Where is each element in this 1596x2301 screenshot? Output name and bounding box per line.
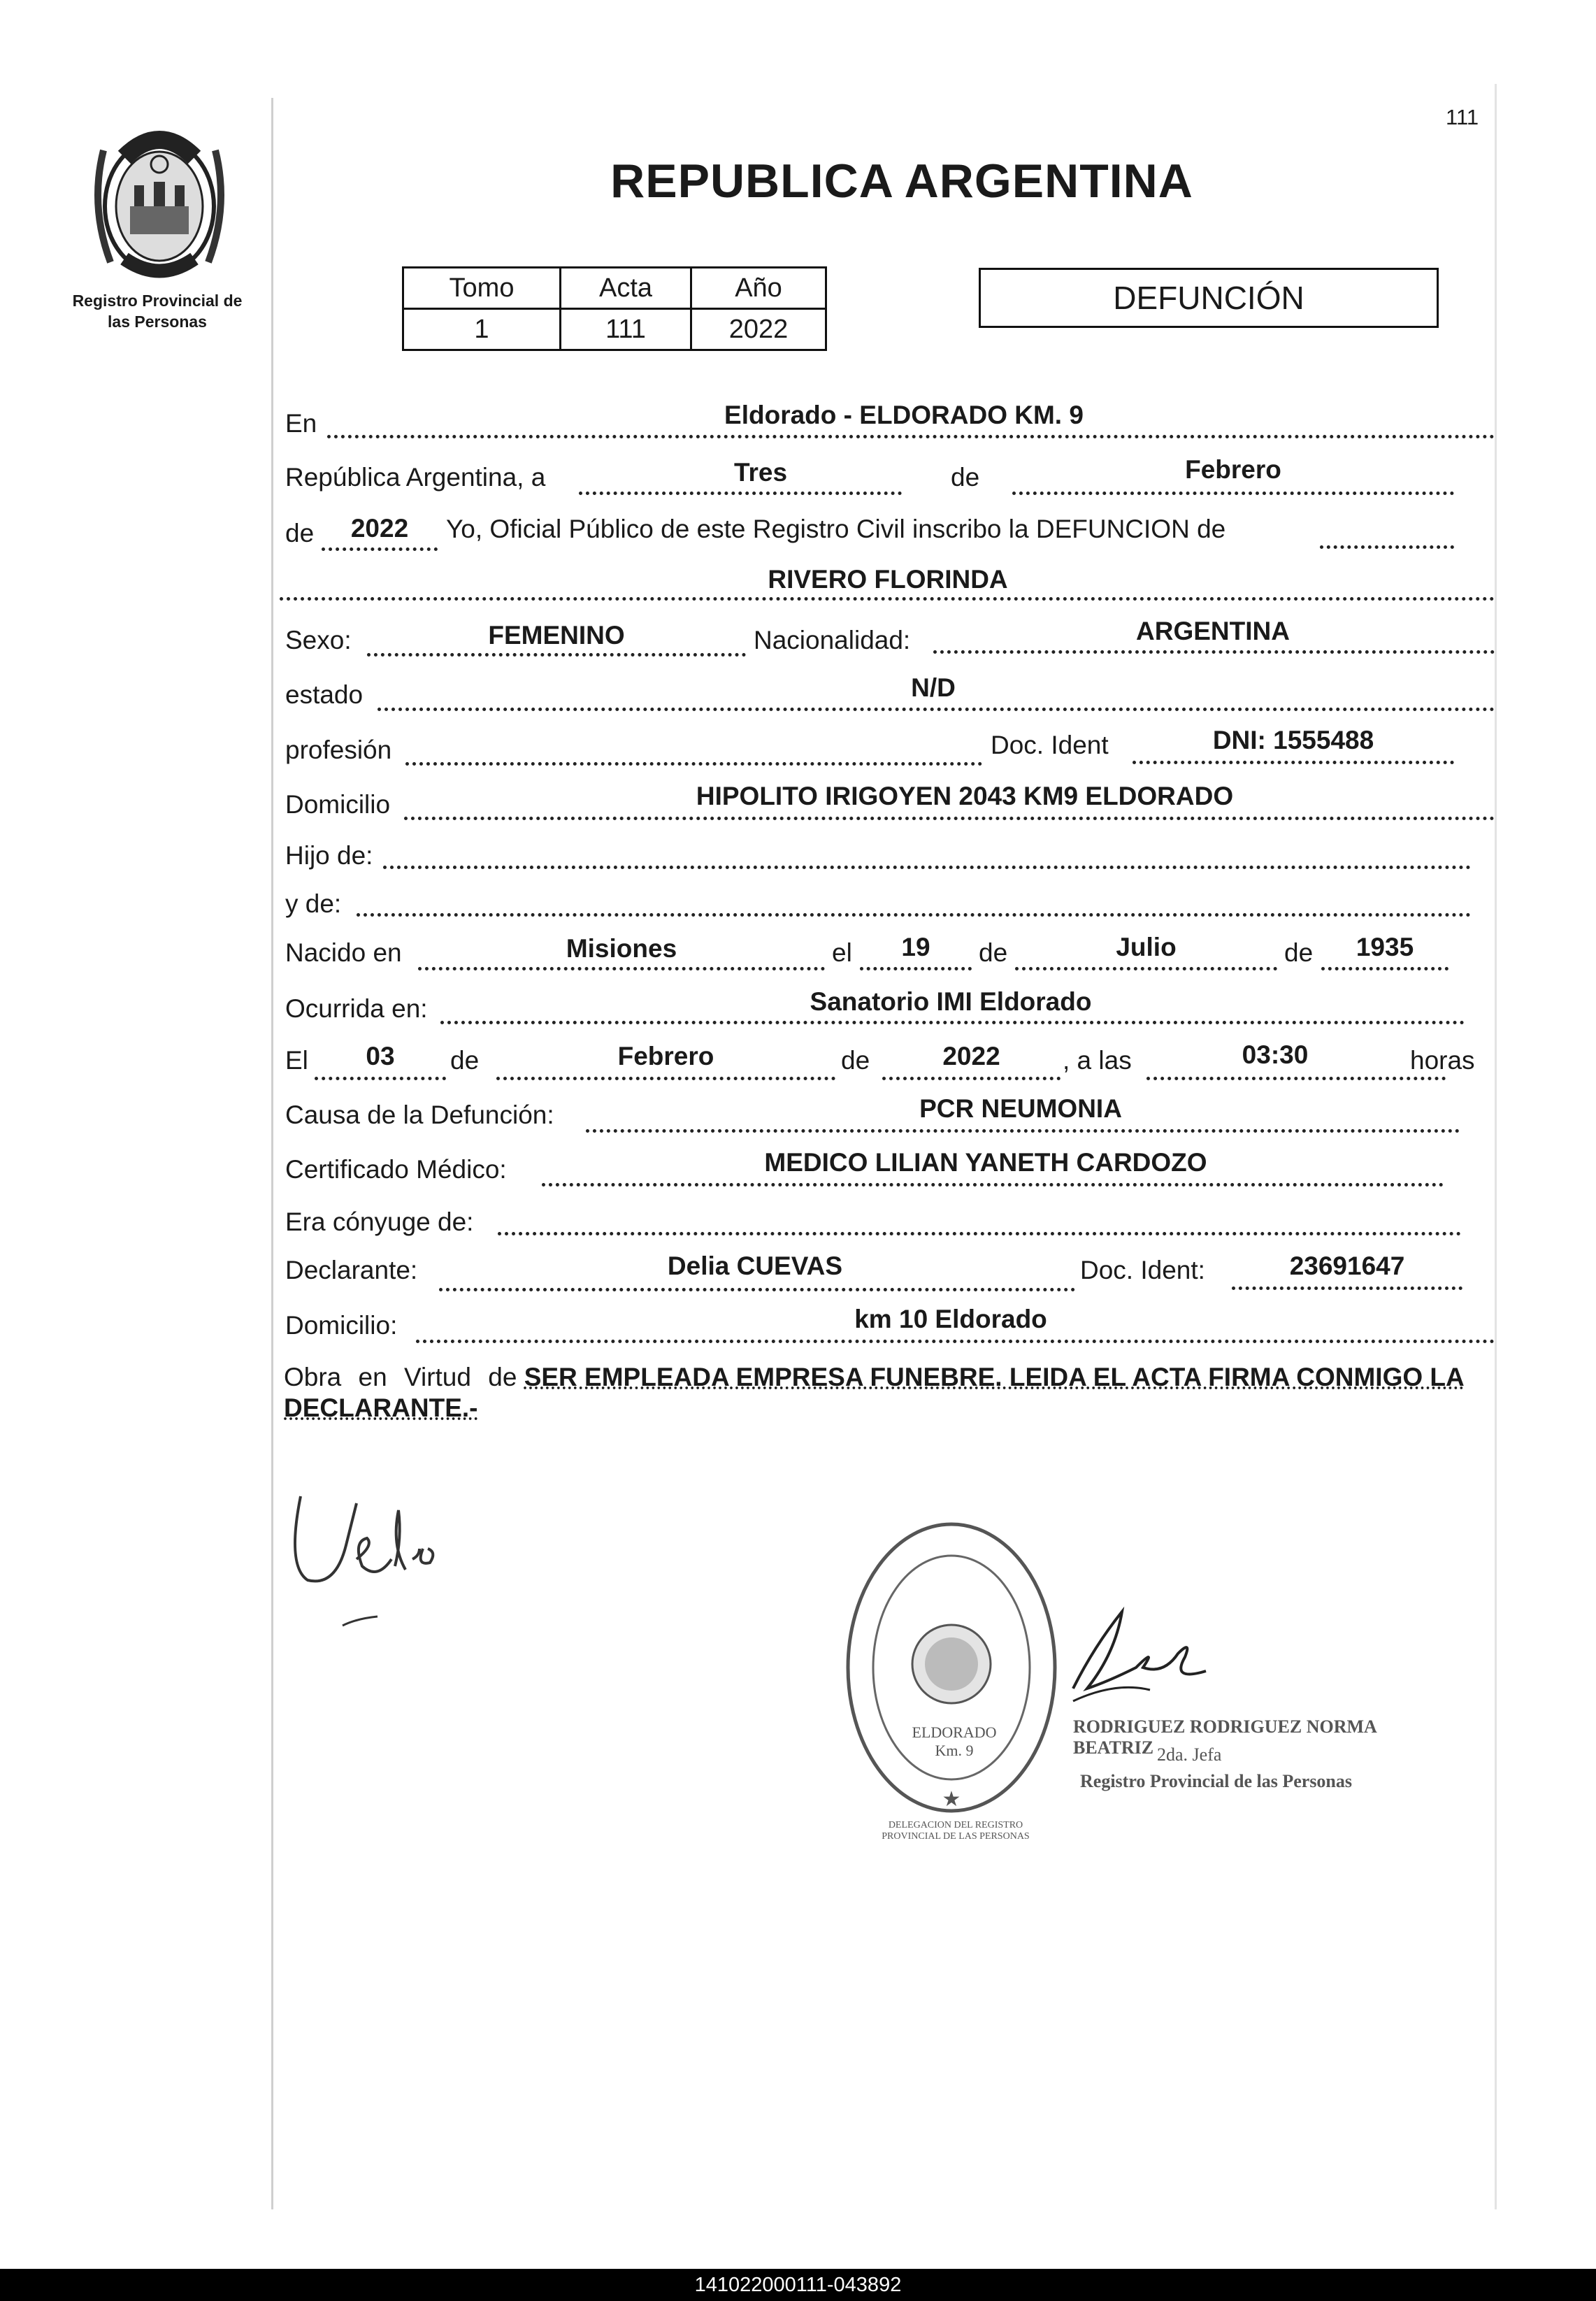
header-acta: Acta — [561, 268, 691, 309]
def-mes-line — [496, 1077, 835, 1080]
ocurrida-line — [440, 1021, 1465, 1024]
official-name: RODRIGUEZ RODRIGUEZ NORMA BEATRIZ — [1073, 1716, 1376, 1758]
declarante-label: Declarante: — [285, 1256, 418, 1284]
nac-anio-value: 1935 — [1356, 933, 1414, 961]
profesion-line — [405, 762, 982, 766]
header-tomo: Tomo — [403, 268, 561, 309]
nacido-value: Misiones — [566, 934, 677, 963]
official-org: Registro Provincial de las Personas — [1080, 1771, 1353, 1791]
yde-label: y de: — [285, 889, 342, 918]
anio-value: 2022 — [350, 514, 409, 543]
nacionalidad-line — [933, 650, 1495, 654]
obra-value: SER EMPLEADA EMPRESA FUNEBRE. LEIDA EL ACTA FIRMA CONMIGO LA DECLARANTE.- — [284, 1363, 1465, 1422]
certificado-label: Certificado Médico: — [285, 1155, 507, 1184]
sexo-value: FEMENINO — [488, 621, 625, 650]
table-header-row — [403, 268, 826, 309]
dia-line — [579, 492, 902, 495]
nac-dia-value: 19 — [901, 933, 930, 961]
mes-line — [1012, 492, 1454, 495]
stamp-ring-text: DELEGACION DEL REGISTRO PROVINCIAL DE LAS PERSONAS — [882, 1820, 1030, 1842]
de2-label: de — [285, 519, 315, 547]
en-line — [327, 435, 1495, 438]
doc-ident-label: Doc. Ident — [991, 731, 1109, 759]
tomo-acta-anio-table — [402, 266, 827, 351]
doc-ident-line — [1133, 761, 1454, 764]
decl-domicilio-line — [416, 1340, 1495, 1343]
hora-value: 03:30 — [1242, 1040, 1309, 1069]
sexo-label: Sexo: — [285, 626, 352, 654]
nacionalidad-label: Nacionalidad: — [754, 626, 911, 654]
estado-label: estado — [285, 680, 364, 709]
en-label: En — [285, 409, 317, 438]
header-anio: Año — [691, 268, 826, 309]
def-mes-value: Febrero — [617, 1042, 714, 1070]
def-dia-line — [315, 1077, 446, 1080]
value-anio: 2022 — [691, 309, 826, 350]
decl-domicilio-label: Domicilio: — [285, 1311, 398, 1340]
sexo-line — [367, 653, 746, 657]
logo-caption-line2: las Personas — [108, 313, 207, 331]
nac-mes-value: Julio — [1116, 933, 1177, 961]
de5-label: de — [450, 1046, 480, 1075]
value-tomo: 1 — [403, 309, 561, 350]
yo-text: Yo, Oficial Público de este Registro Civil inscribo la DEFUNCION de — [446, 515, 1226, 543]
province-seal-logo — [76, 108, 243, 287]
nac-mes-line — [1015, 967, 1277, 970]
official-title: 2da. Jefa — [1157, 1744, 1222, 1765]
hora-line — [1146, 1077, 1446, 1080]
estado-value: N/D — [911, 673, 956, 702]
hijo-label: Hijo de: — [285, 841, 373, 870]
causa-line — [586, 1129, 1460, 1133]
el-label: el — [832, 938, 852, 967]
declarante-line — [439, 1288, 1075, 1291]
certificado-value: MEDICO LILIAN YANETH CARDOZO — [764, 1148, 1207, 1177]
doc-ident-value: DNI: 1555488 — [1212, 726, 1374, 754]
ocurrida-label: Ocurrida en: — [285, 994, 428, 1023]
table-value-row — [403, 309, 826, 350]
conyuge-line — [498, 1232, 1461, 1235]
nacionalidad-value: ARGENTINA — [1136, 617, 1290, 645]
causa-label: Causa de la Defunción: — [285, 1101, 554, 1129]
de1-label: de — [951, 463, 980, 492]
de4-label: de — [1284, 938, 1314, 967]
def-dia-value: 03 — [366, 1042, 395, 1070]
footer-barcode-id: 141022000111-043892 — [0, 2269, 1596, 2301]
de6-label: de — [841, 1046, 870, 1075]
estado-line — [378, 708, 1495, 711]
decl-doc-value: 23691647 — [1289, 1252, 1405, 1280]
profesion-label: profesión — [285, 736, 392, 764]
stamp-inner-text: ELDORADO Km. 9 — [912, 1723, 997, 1759]
yde-line — [357, 913, 1471, 917]
nac-dia-line — [860, 967, 972, 970]
svg-text:★: ★ — [942, 1787, 961, 1812]
nombre-line — [280, 597, 1495, 601]
alas-label: , a las — [1063, 1046, 1132, 1075]
mes-value: Febrero — [1185, 455, 1281, 484]
page-number: 111 — [1446, 105, 1479, 129]
nombre-value: RIVERO FLORINDA — [768, 565, 1008, 594]
def-anio-value: 2022 — [942, 1042, 1000, 1070]
causa-value: PCR NEUMONIA — [919, 1094, 1122, 1123]
nac-anio-line — [1321, 967, 1448, 970]
decl-doc-line — [1232, 1286, 1462, 1290]
decl-doc-label: Doc. Ident: — [1080, 1256, 1205, 1284]
dia-value: Tres — [733, 458, 788, 487]
domicilio-label: Domicilio — [285, 790, 391, 819]
yo-line — [1320, 545, 1454, 549]
page-title: REPUBLICA ARGENTINA — [610, 155, 1193, 208]
obra-paragraph — [284, 1362, 1495, 1424]
declarante-value: Delia CUEVAS — [667, 1252, 843, 1280]
nacido-label: Nacido en — [285, 938, 402, 967]
conyuge-label: Era cónyuge de: — [285, 1207, 474, 1236]
el2-label: El — [285, 1046, 308, 1075]
domicilio-line — [404, 817, 1495, 820]
value-acta: 111 — [561, 309, 691, 350]
def-anio-line — [882, 1077, 1061, 1080]
right-margin-line — [1495, 84, 1497, 2209]
horas-label: horas — [1410, 1046, 1475, 1075]
logo-caption — [42, 290, 273, 332]
certificado-line — [542, 1183, 1444, 1187]
ocurrida-value: Sanatorio IMI Eldorado — [810, 987, 1092, 1016]
hijo-line — [383, 866, 1471, 869]
left-margin-line — [271, 98, 273, 2209]
official-stamp — [842, 1507, 1458, 1842]
document-type-box: DEFUNCIÓN — [979, 268, 1439, 328]
domicilio-value: HIPOLITO IRIGOYEN 2043 KM9 ELDORADO — [696, 782, 1234, 810]
obra-label: Obra en Virtud de — [284, 1363, 517, 1391]
de3-label: de — [979, 938, 1008, 967]
republica-label: República Argentina, a — [285, 463, 546, 492]
anio-line — [322, 547, 438, 551]
logo-caption-line1: Registro Provincial de — [72, 292, 243, 310]
en-value: Eldorado - ELDORADO KM. 9 — [724, 401, 1084, 429]
declarant-signature — [280, 1482, 475, 1640]
nacido-line — [418, 967, 825, 970]
decl-domicilio-value: km 10 Eldorado — [854, 1305, 1047, 1333]
